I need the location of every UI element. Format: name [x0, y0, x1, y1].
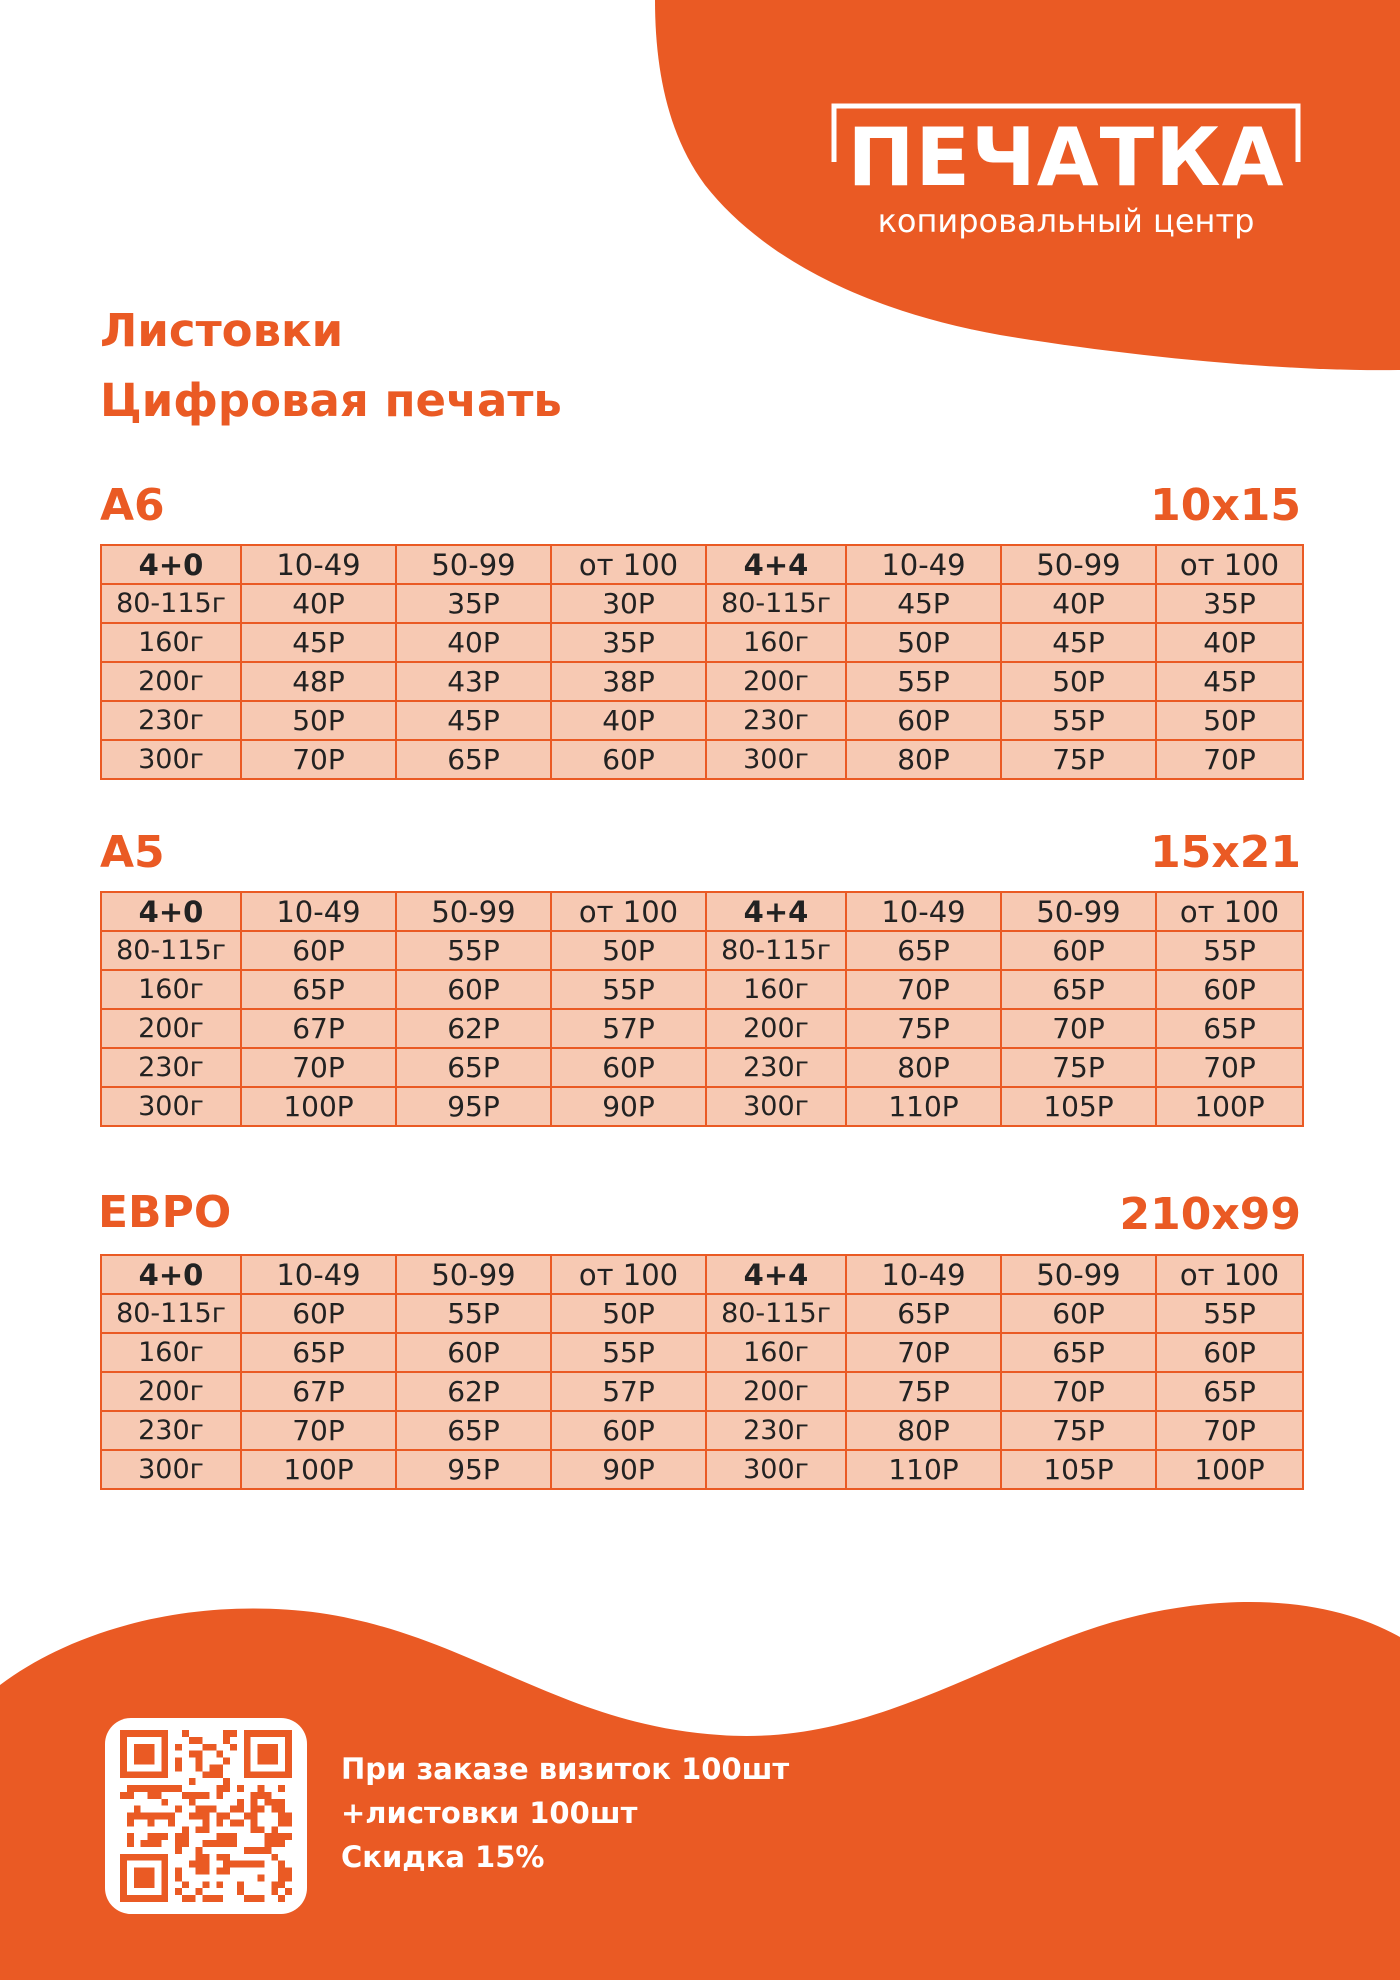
price-cell: 55Р: [1001, 701, 1156, 740]
paper-weight-cell: 160г: [706, 1333, 846, 1372]
price-cell: 55Р: [396, 1294, 551, 1333]
price-cell: 70Р: [1156, 1411, 1303, 1450]
quantity-header-cell: от 100: [551, 892, 706, 931]
price-cell: 65Р: [1001, 970, 1156, 1009]
price-cell: 65Р: [396, 740, 551, 779]
promo-line-3: Скидка 15%: [341, 1840, 545, 1874]
paper-weight-cell: 80-115г: [101, 931, 241, 970]
table-row: [101, 1048, 1303, 1087]
price-cell: 50Р: [1156, 701, 1303, 740]
price-cell: 30Р: [551, 584, 706, 623]
price-cell: 75Р: [1001, 740, 1156, 779]
qr-code-icon: [117, 1730, 295, 1902]
price-cell: 45Р: [241, 623, 396, 662]
quantity-header-cell: 10-49: [241, 545, 396, 584]
price-cell: 65Р: [241, 970, 396, 1009]
price-cell: 50Р: [846, 623, 1001, 662]
price-cell: 67Р: [241, 1372, 396, 1411]
price-cell: 40Р: [241, 584, 396, 623]
qr-code: [105, 1718, 307, 1914]
price-cell: 62Р: [396, 1372, 551, 1411]
brand-logo: [828, 102, 1304, 242]
price-cell: 110Р: [846, 1450, 1001, 1489]
price-cell: 55Р: [846, 662, 1001, 701]
quantity-header-cell: от 100: [1156, 545, 1303, 584]
price-cell: 65Р: [846, 1294, 1001, 1333]
quantity-header-cell: 10-49: [241, 892, 396, 931]
paper-weight-cell: 230г: [101, 1048, 241, 1087]
quantity-header-cell: 50-99: [396, 545, 551, 584]
price-cell: 40Р: [396, 623, 551, 662]
table-row: [101, 701, 1303, 740]
price-cell: 38Р: [551, 662, 706, 701]
paper-weight-cell: 230г: [706, 701, 846, 740]
quantity-header-cell: 50-99: [1001, 1255, 1156, 1294]
quantity-header-cell: 50-99: [396, 892, 551, 931]
price-cell: 57Р: [551, 1372, 706, 1411]
table-row: [101, 931, 1303, 970]
page-subtitle: Цифровая печать: [100, 374, 562, 427]
price-cell: 55Р: [1156, 931, 1303, 970]
price-cell: 90Р: [551, 1450, 706, 1489]
price-cell: 45Р: [846, 584, 1001, 623]
price-cell: 70Р: [241, 1048, 396, 1087]
price-cell: 60Р: [551, 740, 706, 779]
price-cell: 48Р: [241, 662, 396, 701]
price-cell: 35Р: [396, 584, 551, 623]
quantity-header-cell: от 100: [551, 545, 706, 584]
table-row: [101, 1333, 1303, 1372]
quantity-header-cell: 10-49: [846, 545, 1001, 584]
print-mode-cell: 4+0: [101, 545, 241, 584]
price-cell: 60Р: [396, 1333, 551, 1372]
paper-weight-cell: 200г: [101, 1372, 241, 1411]
paper-weight-cell: 200г: [706, 1372, 846, 1411]
price-cell: 100Р: [1156, 1450, 1303, 1489]
brand-name: ПЕЧАТКА: [847, 111, 1285, 204]
price-cell: 75Р: [846, 1372, 1001, 1411]
paper-weight-cell: 160г: [706, 970, 846, 1009]
quantity-header-cell: 10-49: [846, 892, 1001, 931]
price-cell: 60Р: [1001, 1294, 1156, 1333]
quantity-header-cell: 10-49: [241, 1255, 396, 1294]
price-cell: 60Р: [241, 1294, 396, 1333]
paper-weight-cell: 200г: [101, 1009, 241, 1048]
price-cell: 65Р: [241, 1333, 396, 1372]
table-row: [101, 662, 1303, 701]
price-cell: 110Р: [846, 1087, 1001, 1126]
section-label-a5: А5: [100, 827, 165, 878]
price-cell: 65Р: [396, 1411, 551, 1450]
table-header-row: [101, 892, 1303, 931]
price-cell: 55Р: [551, 1333, 706, 1372]
price-cell: 60Р: [241, 931, 396, 970]
price-cell: 60Р: [551, 1048, 706, 1087]
price-cell: 65Р: [846, 931, 1001, 970]
print-mode-cell: 4+4: [706, 1255, 846, 1294]
paper-weight-cell: 230г: [101, 1411, 241, 1450]
paper-weight-cell: 160г: [706, 623, 846, 662]
price-cell: 57Р: [551, 1009, 706, 1048]
table-row: [101, 1411, 1303, 1450]
price-cell: 60Р: [396, 970, 551, 1009]
price-cell: 100Р: [241, 1450, 396, 1489]
price-cell: 50Р: [551, 1294, 706, 1333]
price-cell: 70Р: [846, 970, 1001, 1009]
price-cell: 100Р: [241, 1087, 396, 1126]
paper-weight-cell: 160г: [101, 970, 241, 1009]
price-cell: 70Р: [241, 740, 396, 779]
price-cell: 40Р: [551, 701, 706, 740]
section-size-a5: 15x21: [1150, 827, 1301, 878]
price-table-euro: [100, 1254, 1304, 1490]
price-cell: 45Р: [396, 701, 551, 740]
price-cell: 75Р: [1001, 1411, 1156, 1450]
table-row: [101, 623, 1303, 662]
paper-weight-cell: 80-115г: [101, 584, 241, 623]
paper-weight-cell: 80-115г: [706, 931, 846, 970]
price-cell: 55Р: [551, 970, 706, 1009]
price-cell: 70Р: [1156, 1048, 1303, 1087]
price-cell: 60Р: [846, 701, 1001, 740]
print-mode-cell: 4+0: [101, 892, 241, 931]
table-header-row: [101, 1255, 1303, 1294]
paper-weight-cell: 300г: [101, 1087, 241, 1126]
paper-weight-cell: 80-115г: [706, 584, 846, 623]
table-header-row: [101, 545, 1303, 584]
paper-weight-cell: 300г: [706, 1450, 846, 1489]
price-cell: 50Р: [1001, 662, 1156, 701]
price-cell: 95Р: [396, 1450, 551, 1489]
paper-weight-cell: 160г: [101, 623, 241, 662]
price-cell: 35Р: [1156, 584, 1303, 623]
price-cell: 95Р: [396, 1087, 551, 1126]
price-cell: 80Р: [846, 740, 1001, 779]
price-cell: 45Р: [1001, 623, 1156, 662]
table-row: [101, 1294, 1303, 1333]
table-row: [101, 970, 1303, 1009]
paper-weight-cell: 80-115г: [101, 1294, 241, 1333]
table-row: [101, 740, 1303, 779]
table-row: [101, 1009, 1303, 1048]
price-cell: 60Р: [1001, 931, 1156, 970]
quantity-header-cell: 10-49: [846, 1255, 1001, 1294]
print-mode-cell: 4+4: [706, 892, 846, 931]
paper-weight-cell: 300г: [101, 740, 241, 779]
table-row: [101, 584, 1303, 623]
price-cell: 40Р: [1001, 584, 1156, 623]
price-cell: 65Р: [1156, 1009, 1303, 1048]
price-table-a5: [100, 891, 1304, 1127]
print-mode-cell: 4+4: [706, 545, 846, 584]
quantity-header-cell: 50-99: [396, 1255, 551, 1294]
paper-weight-cell: 230г: [706, 1411, 846, 1450]
paper-weight-cell: 200г: [706, 1009, 846, 1048]
price-cell: 70Р: [1001, 1372, 1156, 1411]
section-label-euro: ЕВРО: [98, 1187, 232, 1238]
price-cell: 43Р: [396, 662, 551, 701]
price-cell: 105Р: [1001, 1450, 1156, 1489]
price-cell: 90Р: [551, 1087, 706, 1126]
quantity-header-cell: от 100: [1156, 892, 1303, 931]
quantity-header-cell: от 100: [551, 1255, 706, 1294]
price-cell: 60Р: [551, 1411, 706, 1450]
price-cell: 70Р: [1156, 740, 1303, 779]
price-cell: 55Р: [1156, 1294, 1303, 1333]
table-row: [101, 1450, 1303, 1489]
price-cell: 70Р: [1001, 1009, 1156, 1048]
quantity-header-cell: от 100: [1156, 1255, 1303, 1294]
print-mode-cell: 4+0: [101, 1255, 241, 1294]
promo-text: [341, 1747, 901, 1879]
promo-line-1: При заказе визиток 100шт: [341, 1752, 790, 1786]
paper-weight-cell: 300г: [706, 1087, 846, 1126]
page-title: Листовки: [100, 304, 344, 357]
price-cell: 62Р: [396, 1009, 551, 1048]
paper-weight-cell: 80-115г: [706, 1294, 846, 1333]
section-label-a6: А6: [100, 480, 165, 531]
quantity-header-cell: 50-99: [1001, 545, 1156, 584]
brand-subtitle: копировальный центр: [877, 202, 1255, 240]
promo-line-2: +листовки 100шт: [341, 1796, 638, 1830]
paper-weight-cell: 160г: [101, 1333, 241, 1372]
price-cell: 70Р: [846, 1333, 1001, 1372]
price-cell: 67Р: [241, 1009, 396, 1048]
price-cell: 45Р: [1156, 662, 1303, 701]
paper-weight-cell: 230г: [101, 701, 241, 740]
price-table-a6: [100, 544, 1304, 780]
paper-weight-cell: 300г: [706, 740, 846, 779]
section-size-a6: 10x15: [1150, 480, 1301, 531]
price-cell: 60Р: [1156, 1333, 1303, 1372]
price-cell: 100Р: [1156, 1087, 1303, 1126]
paper-weight-cell: 200г: [706, 662, 846, 701]
price-cell: 55Р: [396, 931, 551, 970]
price-cell: 80Р: [846, 1411, 1001, 1450]
table-row: [101, 1087, 1303, 1126]
section-size-euro: 210x99: [1119, 1189, 1301, 1240]
price-cell: 75Р: [846, 1009, 1001, 1048]
price-cell: 40Р: [1156, 623, 1303, 662]
paper-weight-cell: 200г: [101, 662, 241, 701]
price-cell: 60Р: [1156, 970, 1303, 1009]
price-cell: 80Р: [846, 1048, 1001, 1087]
price-cell: 50Р: [241, 701, 396, 740]
price-cell: 105Р: [1001, 1087, 1156, 1126]
paper-weight-cell: 230г: [706, 1048, 846, 1087]
price-cell: 35Р: [551, 623, 706, 662]
price-cell: 70Р: [241, 1411, 396, 1450]
price-cell: 65Р: [1001, 1333, 1156, 1372]
price-cell: 65Р: [396, 1048, 551, 1087]
quantity-header-cell: 50-99: [1001, 892, 1156, 931]
price-cell: 75Р: [1001, 1048, 1156, 1087]
price-cell: 50Р: [551, 931, 706, 970]
table-row: [101, 1372, 1303, 1411]
price-cell: 65Р: [1156, 1372, 1303, 1411]
paper-weight-cell: 300г: [101, 1450, 241, 1489]
